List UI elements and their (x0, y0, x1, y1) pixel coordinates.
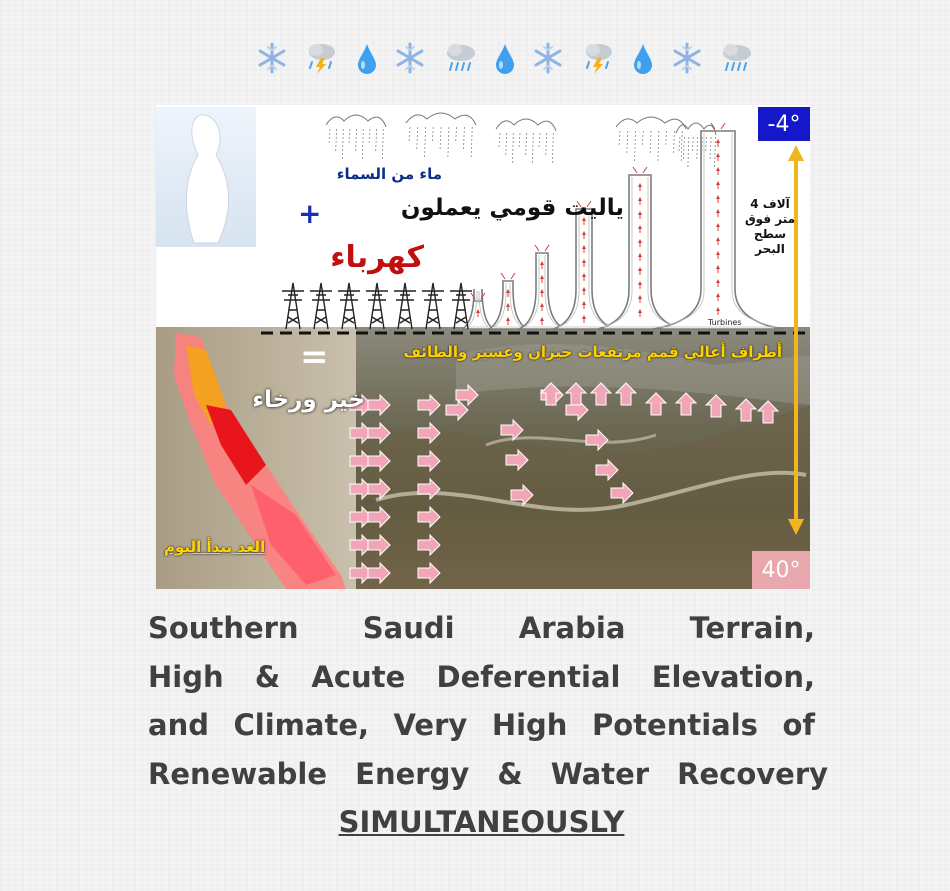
caption-line-3: and Climate, Very High Potentials of (148, 708, 815, 742)
equals-sign: = (300, 337, 329, 377)
snowflake-icon (531, 41, 565, 75)
caption-line-4: Renewable Energy & Water Recovery (148, 756, 829, 791)
temperature-top-badge: -4° (758, 107, 810, 141)
rain-cloud-icon (443, 40, 479, 76)
droplet-icon (632, 41, 654, 75)
weather-emoji-row (255, 36, 755, 80)
infographic (156, 105, 810, 589)
caption-line-1: Southern Saudi Arabia Terrain, (148, 611, 815, 645)
caption-line-2: High & Acute Deferential Elevation, (148, 659, 815, 694)
sky-water-label: ماء من السماء (336, 165, 442, 183)
caption-line-5: SIMULTANEOUSLY (338, 805, 625, 839)
turbines-label: Turbines (708, 318, 742, 327)
thunder-rain-icon (581, 40, 617, 76)
snowflake-icon (255, 41, 289, 75)
thunder-rain-icon (304, 40, 340, 76)
caption (148, 604, 829, 847)
prosperity-label: خير ورخاء (252, 387, 365, 413)
electricity-label: كهرباء (330, 240, 424, 275)
droplet-icon (356, 41, 378, 75)
temperature-bottom-badge: 40° (752, 551, 810, 589)
plus-sign: + (298, 197, 322, 230)
snowflake-icon (670, 41, 704, 75)
people-work-label: ياليت قومي يعملون (400, 195, 624, 221)
elevation-label: 4 آلاف متر فوق سطح البحر (744, 197, 796, 256)
mountain-peaks-label: أطراف أعالي قمم مرتفعات جيزان وعسير والطائف (403, 343, 782, 361)
snowflake-icon (393, 41, 427, 75)
tomorrow-starts-today-label: الغد يبدأ اليوم (164, 538, 266, 556)
droplet-icon (494, 41, 516, 75)
rain-cloud-icon (719, 40, 755, 76)
